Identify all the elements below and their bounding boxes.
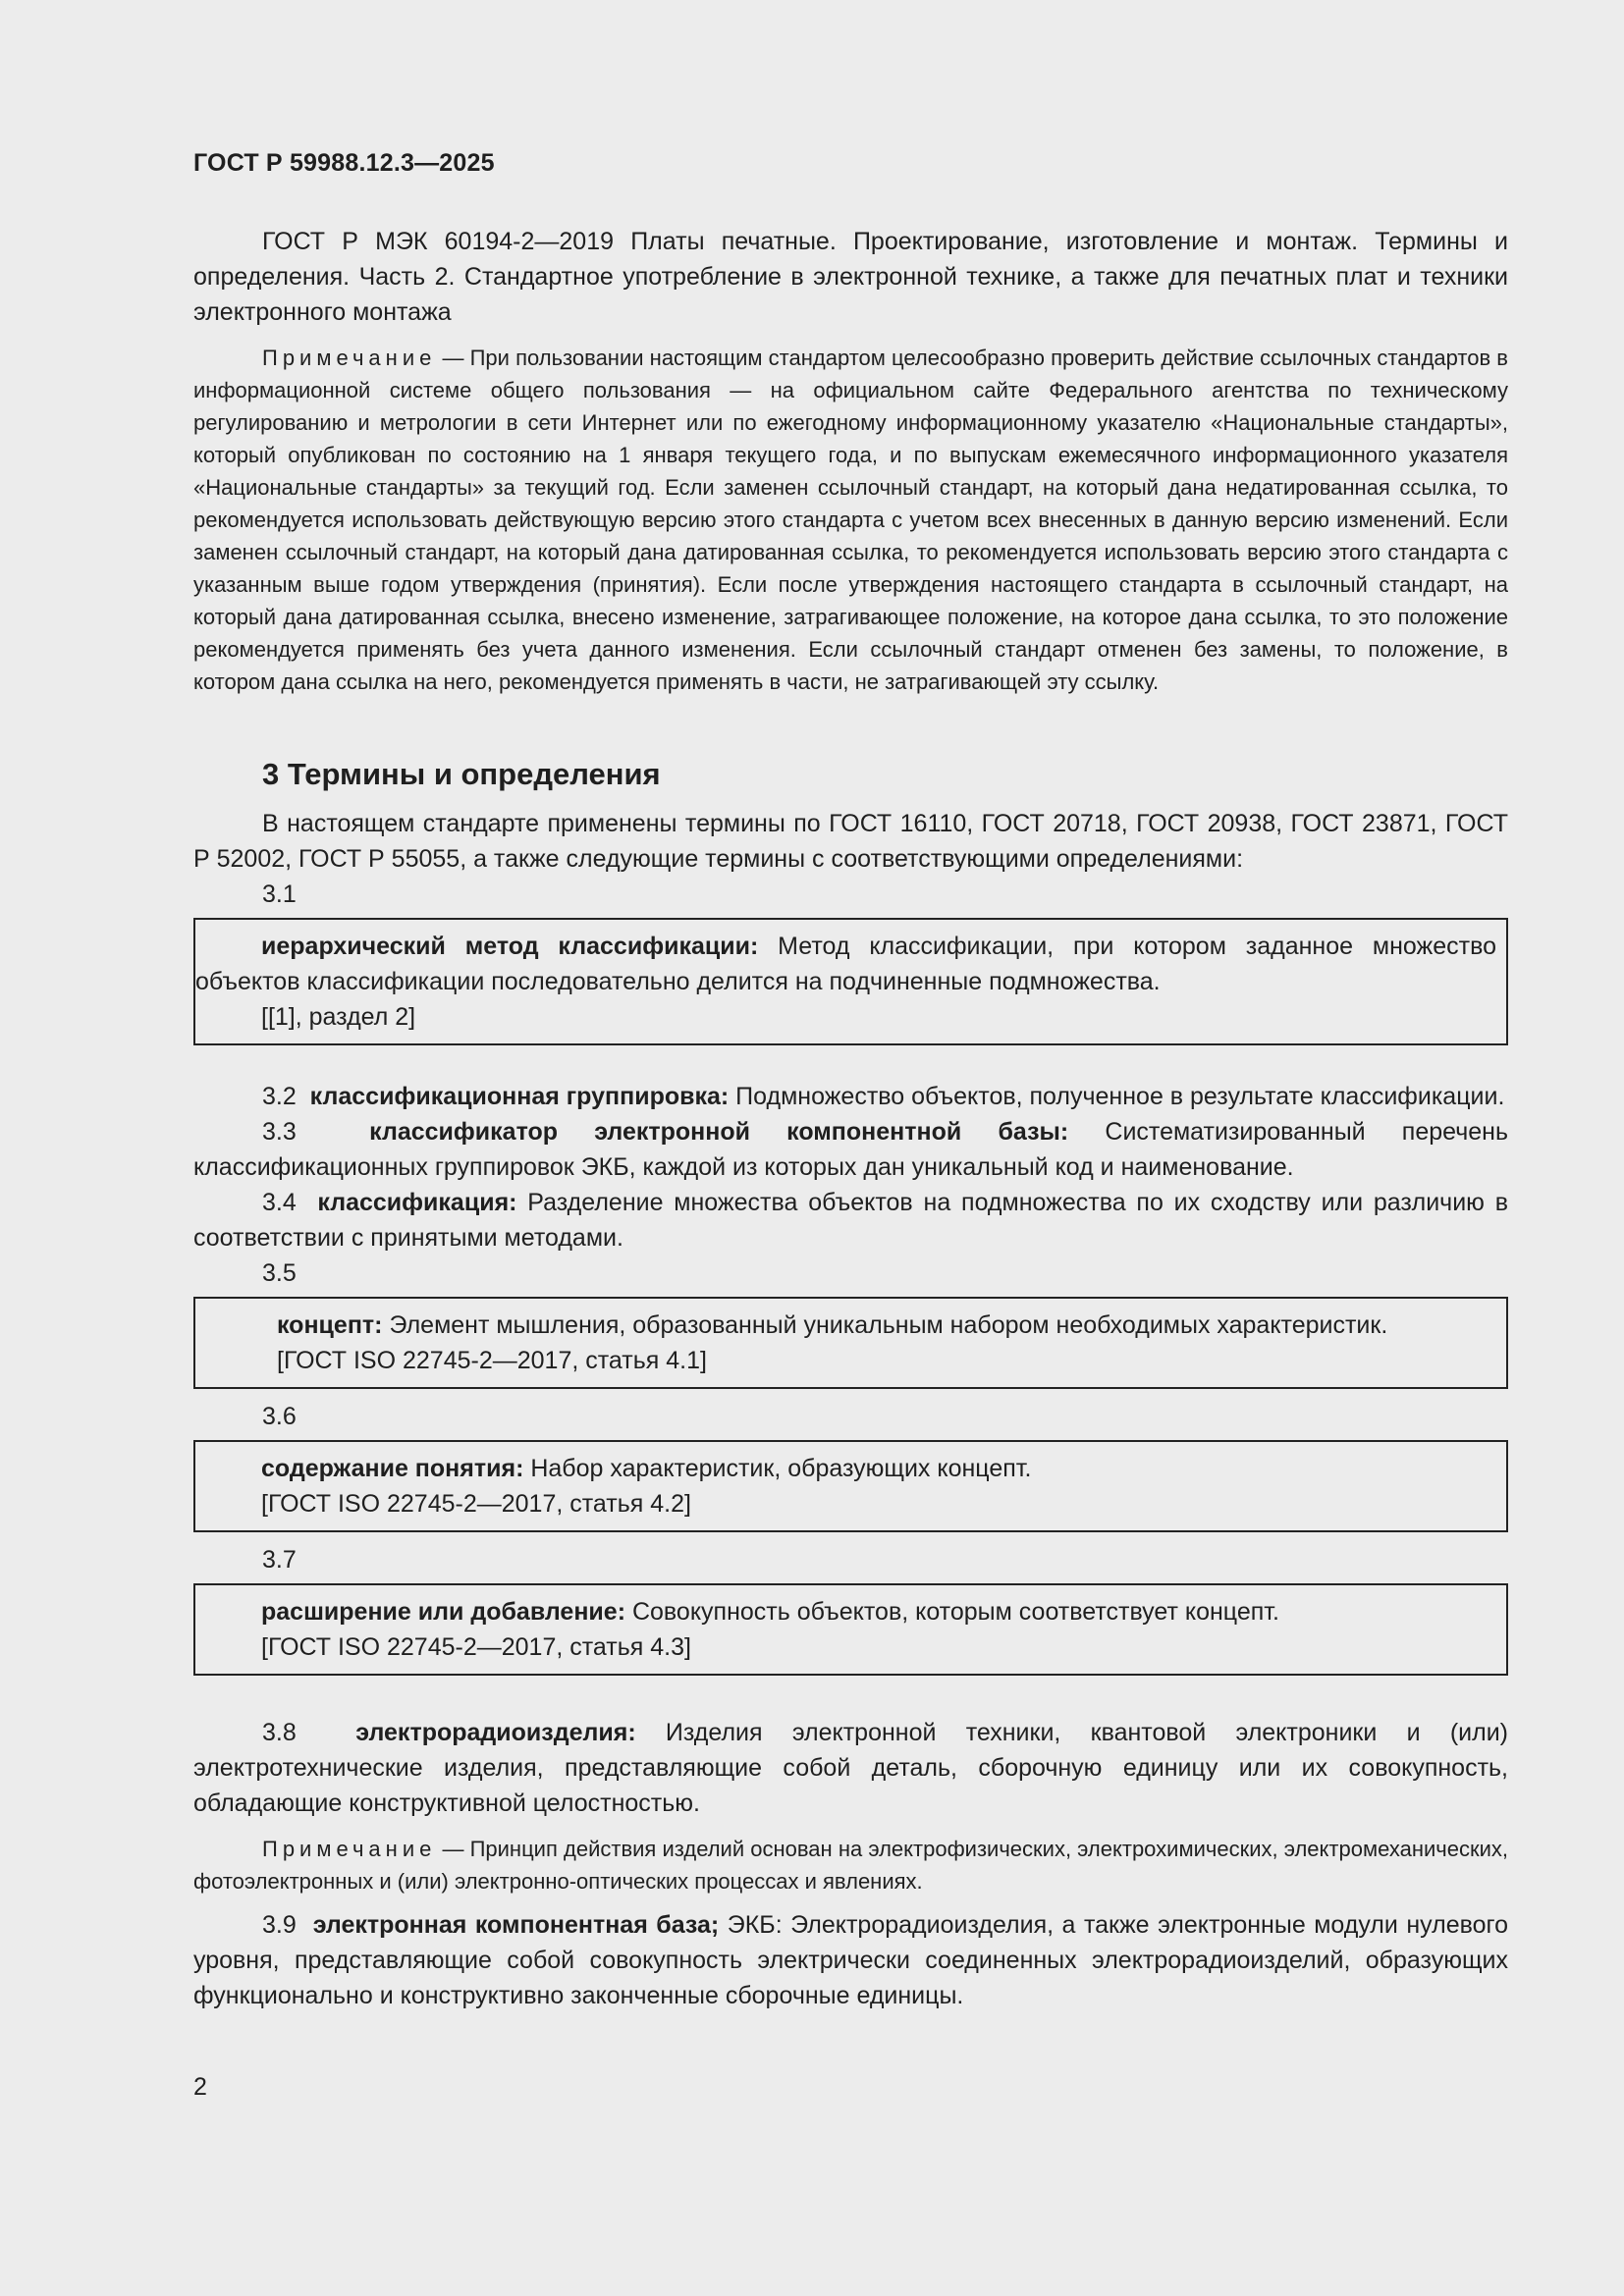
term-number: 3.1 <box>262 881 297 908</box>
term-number: 3.3 <box>262 1118 297 1146</box>
term-name: классификация: <box>317 1189 517 1216</box>
page-number: 2 <box>193 2073 207 2101</box>
term-text: Изделия электронной техники, квантовой электроники и (или) электротехнические изделия, представляющие собой деталь, сборочную единицу или их совокупность, обладающие конструктивной целостностью. <box>193 1719 1508 1817</box>
term-text: Совокупность объектов, которым соответствует концепт. <box>625 1598 1279 1626</box>
section-heading: 3 Термины и определения <box>262 757 661 791</box>
term-number: 3.7 <box>262 1546 297 1574</box>
section-intro: В настоящем стандарте применены термины по ГОСТ 16110, ГОСТ 20718, ГОСТ 20938, ГОСТ 23871, ГОСТ Р 52002, ГОСТ Р 55055, а также следующие термины с соответствующими определениями: <box>193 810 1508 873</box>
term-definition <box>193 1079 1508 1114</box>
reference-entry: ГОСТ Р МЭК 60194-2—2019 Платы печатные. Проектирование, изготовление и монтаж. Термины и определения. Часть 2. Стандартное употребление в электронной технике, а также для печатных плат и техники электронного монтажа <box>193 228 1508 326</box>
term-definition <box>261 1594 1496 1629</box>
note-text: — При пользовании настоящим стандартом целесообразно проверить действие ссылочных стандартов в информационной системе общего пользования — на официальном сайте Федерального агентства по техническому регулированию и метрологии в сети Интернет или по ежегодному информационному указателю «Национальные стандарты», который опубликован по состоянию на 1 января текущего года, и по выпускам ежемесячного информационного указателя «Национальные стандарты» за текущий год. Если заменен ссылочный стандарт, на который дана недатированная ссылка, то рекомендуется использовать действующую версию этого стандарта с учетом всех внесенных в данную версию изменений. Если заменен ссылочный стандарт, на который дана датированная ссылка, то рекомендуется использовать версию этого стандарта с указанным выше годом утверждения (принятия). Если после утверждения настоящего стандарта в ссылочный стандарт, на который дана датированная ссылка, внесено изменение, затрагивающее положение, на которое дана ссылка, то это положение рекомендуется применять без учета данного изменения. Если ссылочный стандарт отменен без замены, то положение, в котором дана ссылка на него, рекомендуется применять в части, не затрагивающей эту ссылку. <box>193 346 1508 694</box>
term-source: [ГОСТ ISO 22745-2—2017, статья 4.2] <box>261 1490 691 1518</box>
note-label: Примечание <box>262 346 437 370</box>
term-name: классификатор электронной компонентной базы: <box>369 1118 1069 1146</box>
term-name: содержание понятия: <box>261 1455 524 1482</box>
term-name: электронная компонентная база; <box>312 1911 720 1939</box>
term-box <box>193 918 1508 1045</box>
term-definition <box>193 1185 1508 1255</box>
term-box <box>193 1297 1508 1389</box>
term-text: ЭКБ: Электрорадиоизделия, а также электронные модули нулевого уровня, представляющие собой совокупность электрически соединенных электрорадиоизделий, образующих функционально и конструктивно законченные сборочные единицы. <box>193 1911 1508 2009</box>
term-definition <box>195 929 1496 999</box>
term-text: Набор характеристик, образующих концепт. <box>523 1455 1032 1482</box>
term-text: Подмножество объектов, полученное в результате классификации. <box>729 1083 1505 1110</box>
term-source: [[1], раздел 2] <box>261 1003 416 1031</box>
term-definition <box>261 1451 1496 1486</box>
note-label: Примечание <box>262 1837 437 1861</box>
page-content <box>193 224 1508 2013</box>
term-number: 3.5 <box>262 1259 297 1287</box>
term-name: концепт: <box>277 1311 383 1339</box>
note-paragraph <box>193 342 1508 698</box>
term-name: классификационная группировка: <box>309 1083 730 1110</box>
term-box <box>193 1440 1508 1532</box>
note-text: — Принцип действия изделий основан на электрофизических, электрохимических, электромеханических, фотоэлектронных и (или) электронно-оптических процессах и явлениях. <box>193 1837 1508 1894</box>
term-box <box>193 1583 1508 1676</box>
term-number: 3.9 <box>262 1911 297 1939</box>
term-number: 3.8 <box>262 1719 297 1746</box>
term-name: электрорадиоизделия: <box>355 1719 636 1746</box>
page-header: ГОСТ Р 59988.12.3—2025 <box>193 149 495 177</box>
term-name: расширение или добавление: <box>261 1598 626 1626</box>
term-text: Метод классификации, при котором заданное множество объектов классификации последовательно делится на подчиненные подмножества. <box>195 933 1496 995</box>
term-definition <box>193 1114 1508 1185</box>
term-source: [ГОСТ ISO 22745-2—2017, статья 4.1] <box>277 1347 707 1374</box>
term-source: [ГОСТ ISO 22745-2—2017, статья 4.3] <box>261 1633 691 1661</box>
term-number: 3.4 <box>262 1189 297 1216</box>
term-name: иерархический метод классификации: <box>261 933 759 960</box>
term-text: Разделение множества объектов на подмножества по их сходству или различию в соответствии с принятыми методами. <box>193 1189 1508 1252</box>
term-definition <box>193 1907 1508 2013</box>
term-text: Элемент мышления, образованный уникальным набором необходимых характеристик. <box>382 1311 1388 1339</box>
term-number: 3.2 <box>262 1083 297 1110</box>
term-number: 3.6 <box>262 1403 297 1430</box>
note-paragraph <box>193 1833 1508 1897</box>
term-definition <box>277 1308 1496 1343</box>
term-definition <box>193 1715 1508 1821</box>
term-text: Систематизированный перечень классификационных группировок ЭКБ, каждой из которых дан уникальный код и наименование. <box>193 1118 1508 1181</box>
